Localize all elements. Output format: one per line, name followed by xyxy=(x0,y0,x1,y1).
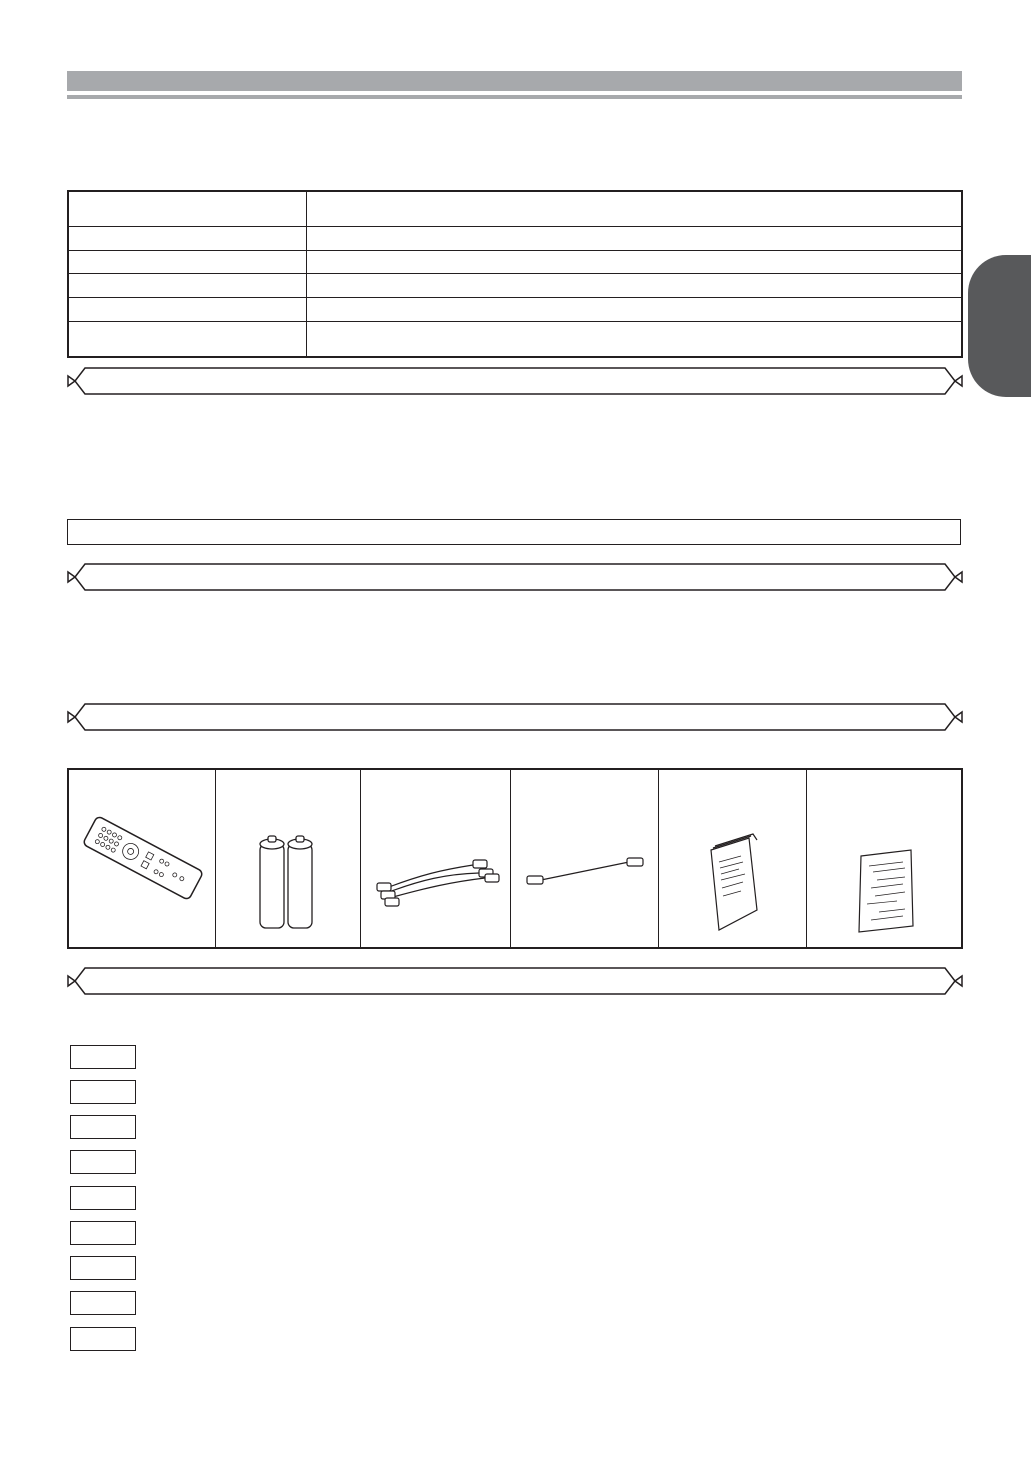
section-heading xyxy=(65,966,965,996)
accessory-coax-cable xyxy=(511,770,659,947)
table-cell xyxy=(68,250,307,274)
language-tab[interactable] xyxy=(968,255,1031,397)
symbol-box xyxy=(70,1150,136,1174)
accessory-av-cable xyxy=(361,770,511,947)
batteries-icon xyxy=(216,770,361,947)
symbol-box xyxy=(70,1327,136,1351)
symbol-box xyxy=(70,1045,136,1069)
coaxial-cable-icon xyxy=(511,770,659,947)
ribbon-banner-shape xyxy=(65,562,965,592)
table-cell xyxy=(307,321,963,357)
symbol-box xyxy=(70,1291,136,1315)
accessory-manual xyxy=(659,770,807,947)
ribbon-banner-shape xyxy=(65,966,965,996)
spec-table xyxy=(67,190,963,358)
symbol-box xyxy=(70,1115,136,1139)
section-heading xyxy=(65,366,965,396)
table-cell xyxy=(307,250,963,274)
ribbon-banner-shape xyxy=(65,702,965,732)
owners-manual-icon xyxy=(659,770,807,947)
table-cell xyxy=(68,298,307,322)
symbol-box xyxy=(70,1186,136,1210)
title-underline xyxy=(67,95,962,99)
table-row xyxy=(68,274,962,298)
symbol-box xyxy=(70,1080,136,1104)
accessory-batteries xyxy=(216,770,361,947)
table-cell xyxy=(68,321,307,357)
table-row xyxy=(68,321,962,357)
quick-guide-icon xyxy=(807,770,961,947)
note-box xyxy=(67,519,961,545)
table-row xyxy=(68,250,962,274)
accessory-remote xyxy=(69,770,216,947)
symbol-box xyxy=(70,1221,136,1245)
symbol-box xyxy=(70,1256,136,1280)
page-title-bar xyxy=(67,71,962,91)
table-cell xyxy=(68,274,307,298)
accessories-frame xyxy=(67,768,963,949)
ribbon-banner-shape xyxy=(65,366,965,396)
table-cell xyxy=(307,298,963,322)
table-row xyxy=(68,298,962,322)
table-row xyxy=(68,227,962,251)
remote-control-icon xyxy=(69,770,216,947)
table-row xyxy=(68,191,962,227)
section-heading xyxy=(65,702,965,732)
table-cell xyxy=(68,191,307,227)
section-heading xyxy=(65,562,965,592)
table-cell xyxy=(307,274,963,298)
av-cable-icon xyxy=(361,770,511,947)
table-cell xyxy=(68,227,307,251)
table-cell xyxy=(307,227,963,251)
table-cell xyxy=(307,191,963,227)
accessory-quick-guide xyxy=(807,770,961,947)
